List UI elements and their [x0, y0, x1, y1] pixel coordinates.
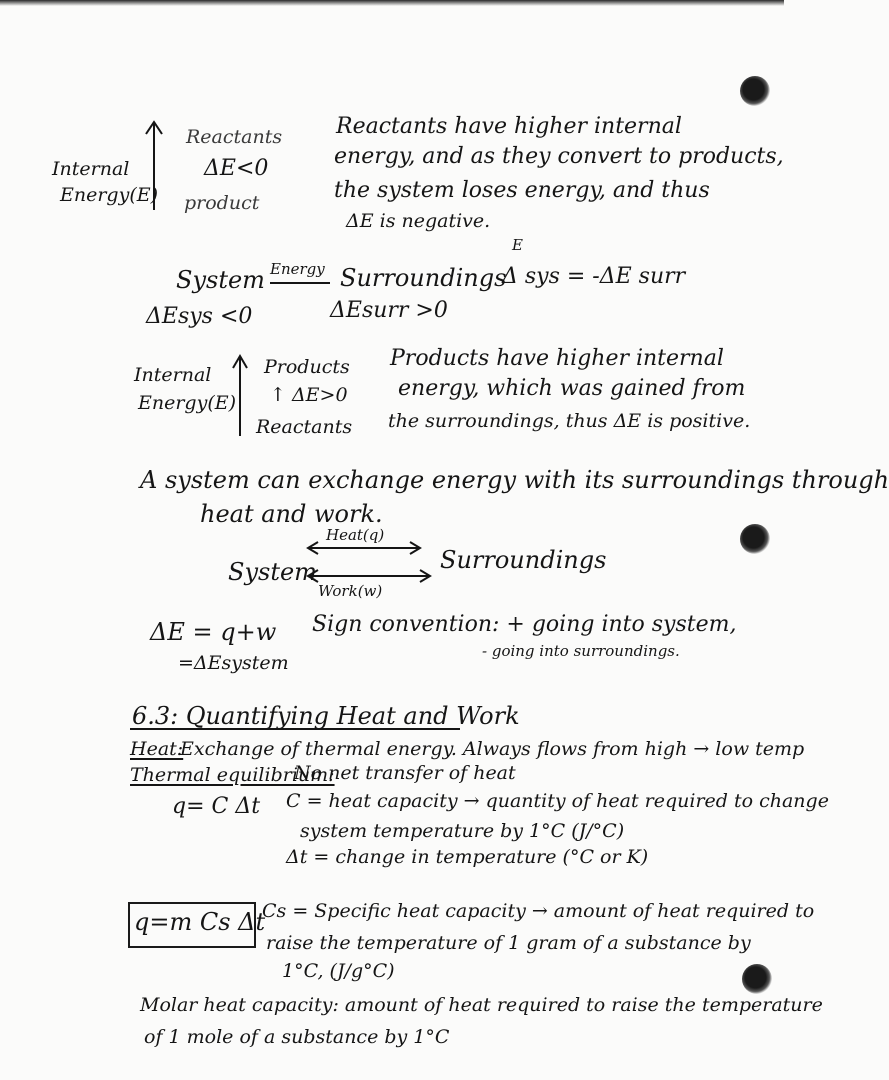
explanation-2-line-1: Products have higher internal	[390, 346, 724, 371]
internal-energy-label-1a: Internal	[52, 158, 130, 180]
internal-energy-label-2b: Energy(E)	[138, 392, 237, 414]
surroundings-label: Surroundings	[340, 264, 507, 292]
exchange-line-1: A system can exchange energy with its surroundings through	[140, 466, 889, 494]
delta-e-positive: ↑ ΔE>0	[270, 384, 348, 406]
energy-arrow-label: Energy	[270, 260, 325, 278]
first-law-formula-system: =ΔEsystem	[178, 652, 289, 674]
explanation-1-line-2: energy, and as they convert to products,	[334, 144, 784, 169]
reactants-level-label: Reactants	[186, 126, 283, 148]
system-label: System	[176, 266, 265, 294]
heat-arrow-label: Heat(q)	[326, 526, 385, 544]
heat-capacity-formula: q= C Δt	[172, 794, 261, 819]
internal-energy-label-2a: Internal	[134, 364, 212, 386]
molar-heat-capacity-line-1: Molar heat capacity: amount of heat required to raise the temperature	[140, 994, 823, 1016]
molar-heat-capacity-line-2: of 1 mole of a substance by 1°C	[144, 1026, 450, 1048]
surroundings-energy-positive: ΔEsurr >0	[330, 298, 448, 323]
heat-term: Heat:	[130, 738, 184, 760]
explanation-1-line-1: Reactants have higher internal	[336, 114, 682, 139]
energy-superscript: E	[512, 236, 523, 254]
explanation-1-line-4: ΔE is negative.	[346, 210, 491, 232]
heat-capacity-definition-2: system temperature by 1°C (J/°C)	[300, 820, 625, 842]
specific-heat-definition-1: Cs = Specific heat capacity → amount of heat required to	[262, 900, 815, 922]
thermal-equilibrium-term: Thermal equilibrium:	[130, 764, 335, 786]
internal-energy-label-1b: Energy(E)	[60, 184, 159, 206]
sign-convention-line-1: Sign convention: + going into system,	[312, 612, 737, 637]
explanation-2-line-2: energy, which was gained from	[398, 376, 746, 401]
explanation-2-line-3: the surroundings, thus ΔE is positive.	[388, 410, 751, 432]
specific-heat-definition-3: 1°C, (J/g°C)	[282, 960, 395, 982]
exchange-system-label: System	[228, 558, 317, 586]
heat-capacity-definition-1: C = heat capacity → quantity of heat required to change	[286, 790, 829, 812]
exchange-surroundings-label: Surroundings	[440, 546, 607, 574]
explanation-1-line-3: the system loses energy, and thus	[334, 178, 710, 203]
heat-definition: Exchange of thermal energy. Always flows from high → low temp	[180, 738, 805, 760]
work-arrow-label: Work(w)	[318, 582, 383, 600]
section-6-3-heading: 6.3: Quantifying Heat and Work	[132, 702, 520, 730]
exchange-line-2: heat and work.	[200, 500, 383, 528]
specific-heat-formula: q=m Cs Δt	[134, 908, 266, 936]
first-law-formula: ΔE = q+w	[150, 618, 277, 646]
system-energy-negative: ΔEsys <0	[146, 304, 253, 329]
delta-t-definition: Δt = change in temperature (°C or K)	[286, 846, 649, 868]
energy-relation-equation: Δ sys = -ΔE surr	[502, 264, 686, 289]
thermal-equilibrium-definition: No net transfer of heat	[294, 762, 516, 784]
reactants-level-label-2: Reactants	[256, 416, 353, 438]
delta-e-negative: ΔE<0	[204, 156, 269, 181]
product-level-label: product	[184, 192, 260, 214]
specific-heat-definition-2: raise the temperature of 1 gram of a substance by	[266, 932, 751, 954]
products-level-label: Products	[264, 356, 350, 378]
sign-convention-line-2: - going into surroundings.	[482, 642, 680, 660]
